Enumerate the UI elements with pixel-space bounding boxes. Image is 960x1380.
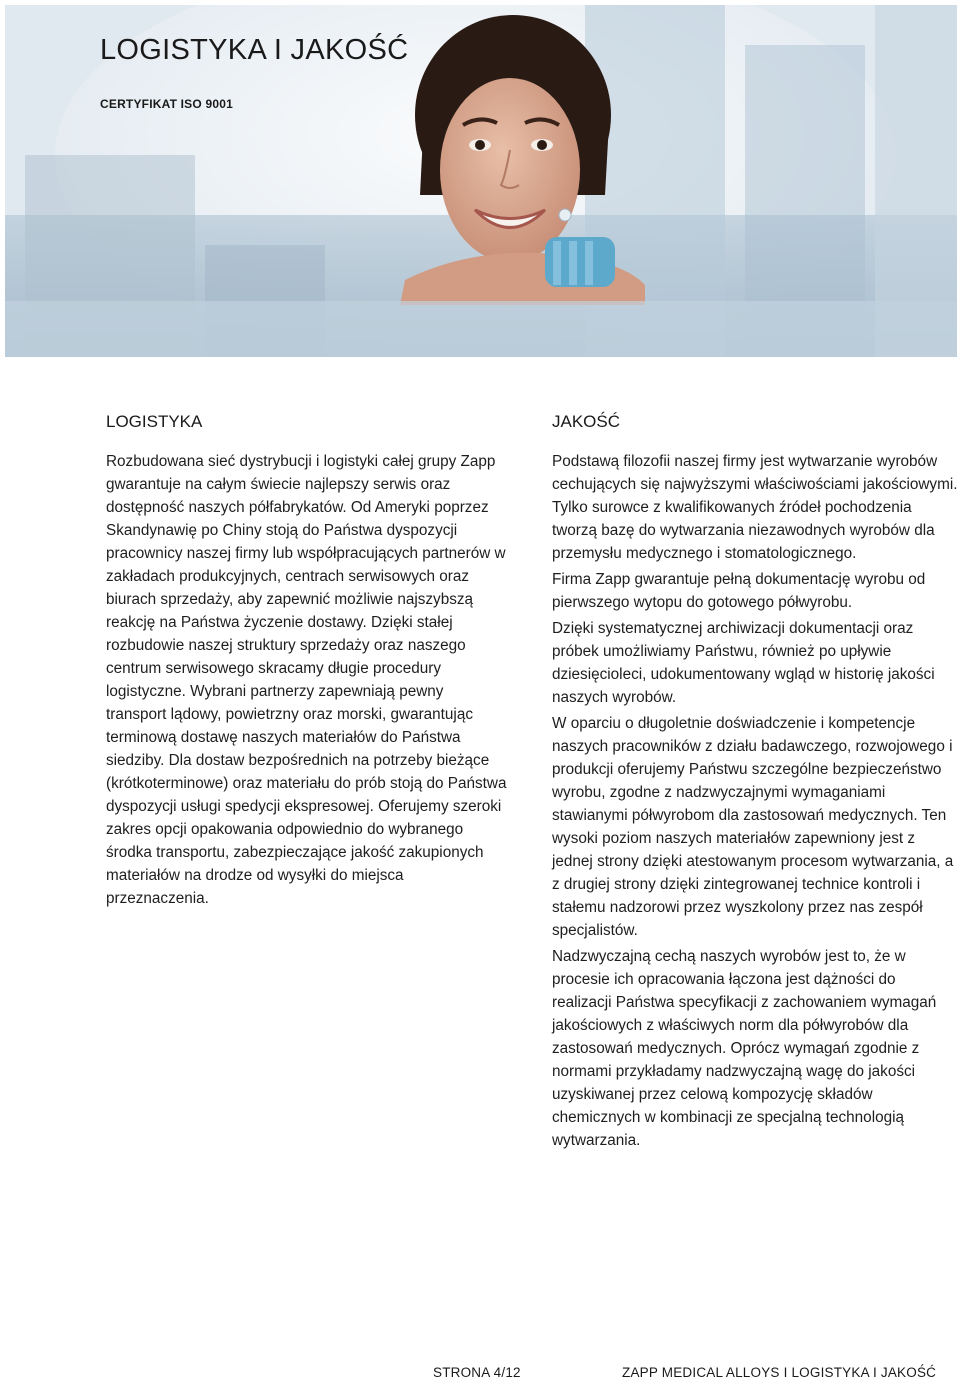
quality-paragraph: W oparciu o długoletnie doświadczenie i kompetencje naszych pracowników z działu badawczego, rozwojowego i produkcji oferujemy Państwu szczególne bezpieczeństwo wyrobu, zgodne z nadzwyczajnymi wymaganiami stawianymi półwyrobom dla zastosowań medycznych. Ten wysoki poziom naszych materiałów zapewniony jest z jednej strony dzięki atestowanym procesom wytwarzania, a z drugiej strony dzięki zintegrowanej technice kontroli i stałemu nadzorowi przez wyszkolony przez nas zespół specjalistów.	[552, 715, 954, 939]
quality-paragraph: Nadzwyczajną cechą naszych wyrobów jest to, że w procesie ich opracowania łączona jest dążności do realizacji Państwa specyfikacji z zachowaniem wymagań jakościowych z właściwych norm dla półwyrobów dla zastosowań medycznych. Oprócz wymagań zgodnie z normami przykładamy nadzwyczajną wagę do jakości uzyskiwanej przez celową kompozycję składów chemicznych w kombinacji ze specjalną technologią wytwarzania.	[552, 948, 937, 1149]
logistics-section	[106, 412, 508, 910]
quality-paragraph: Dzięki systematycznej archiwizacji dokumentacji oraz próbek umożliwiamy Państwu, również po upływie dziesięcioleci, udokumentowany wgląd w historię jakości naszych wyrobów.	[552, 620, 935, 706]
logistics-heading: LOGISTYKA	[106, 412, 203, 431]
document-subtitle: CERTYFIKAT ISO 9001	[100, 97, 233, 111]
quality-paragraph: Podstawą filozofii naszej firmy jest wytwarzanie wyrobów cechujących się najwyższymi właściwościami jakościowymi. Tylko surowce z kwalifikowanych źródeł pochodzenia tworzą bazę do wytwarzania niezawodnych wyrobów dla przemysłu medycznego i stomatologicznego.	[552, 453, 958, 562]
logistics-paragraph: Rozbudowana sieć dystrybucji i logistyki całej grupy Zapp gwarantuje na całym świecie najlepszy serwis oraz dostępność naszych półfabrykatów. Od Ameryki poprzez Skandynawię po Chiny stoją do Państwa dyspozycji pracownicy naszej firmy lub współpracujących partnerów w zakładach produkcyjnych, centrach serwisowych oraz biurach sprzedaży, aby zapewnić możliwie najszybszą reakcję na Państwa życzenie dostawy. Dzięki stałej rozbudowie naszej struktury sprzedaży oraz naszego centrum serwisowego skracamy długie procedury logistyczne. Wybrani partnerzy zapewniają pewny transport lądowy, powietrzny oraz morski, gwarantując terminową dostawę naszych materiałów do Państwa siedziby. Dla dostaw bezpośrednich na potrzeby bieżące (krótkoterminowe) oraz materiału do prób stoją do Państwa dyspozycji usługi spedycji ekspresowej. Oferujemy szeroki zakres opcji opakowania odpowiednio do wybranego środka transportu, zabezpieczające jakość zakupionych materiałów na drodze od wysyłki do miejsca przeznaczenia.	[106, 453, 507, 907]
footer-page-number: STRONA 4/12	[433, 1365, 521, 1380]
quality-paragraph: Firma Zapp gwarantuje pełną dokumentację wyrobu od pierwszego wytopu do gotowego półwyrobu.	[552, 571, 926, 611]
footer-section-label: ZAPP MEDICAL ALLOYS I LOGISTYKA I JAKOŚĆ	[622, 1365, 937, 1380]
quality-section	[552, 412, 958, 1155]
document-title: LOGISTYKA I JAKOŚĆ	[100, 34, 409, 66]
quality-heading: JAKOŚĆ	[552, 412, 621, 431]
